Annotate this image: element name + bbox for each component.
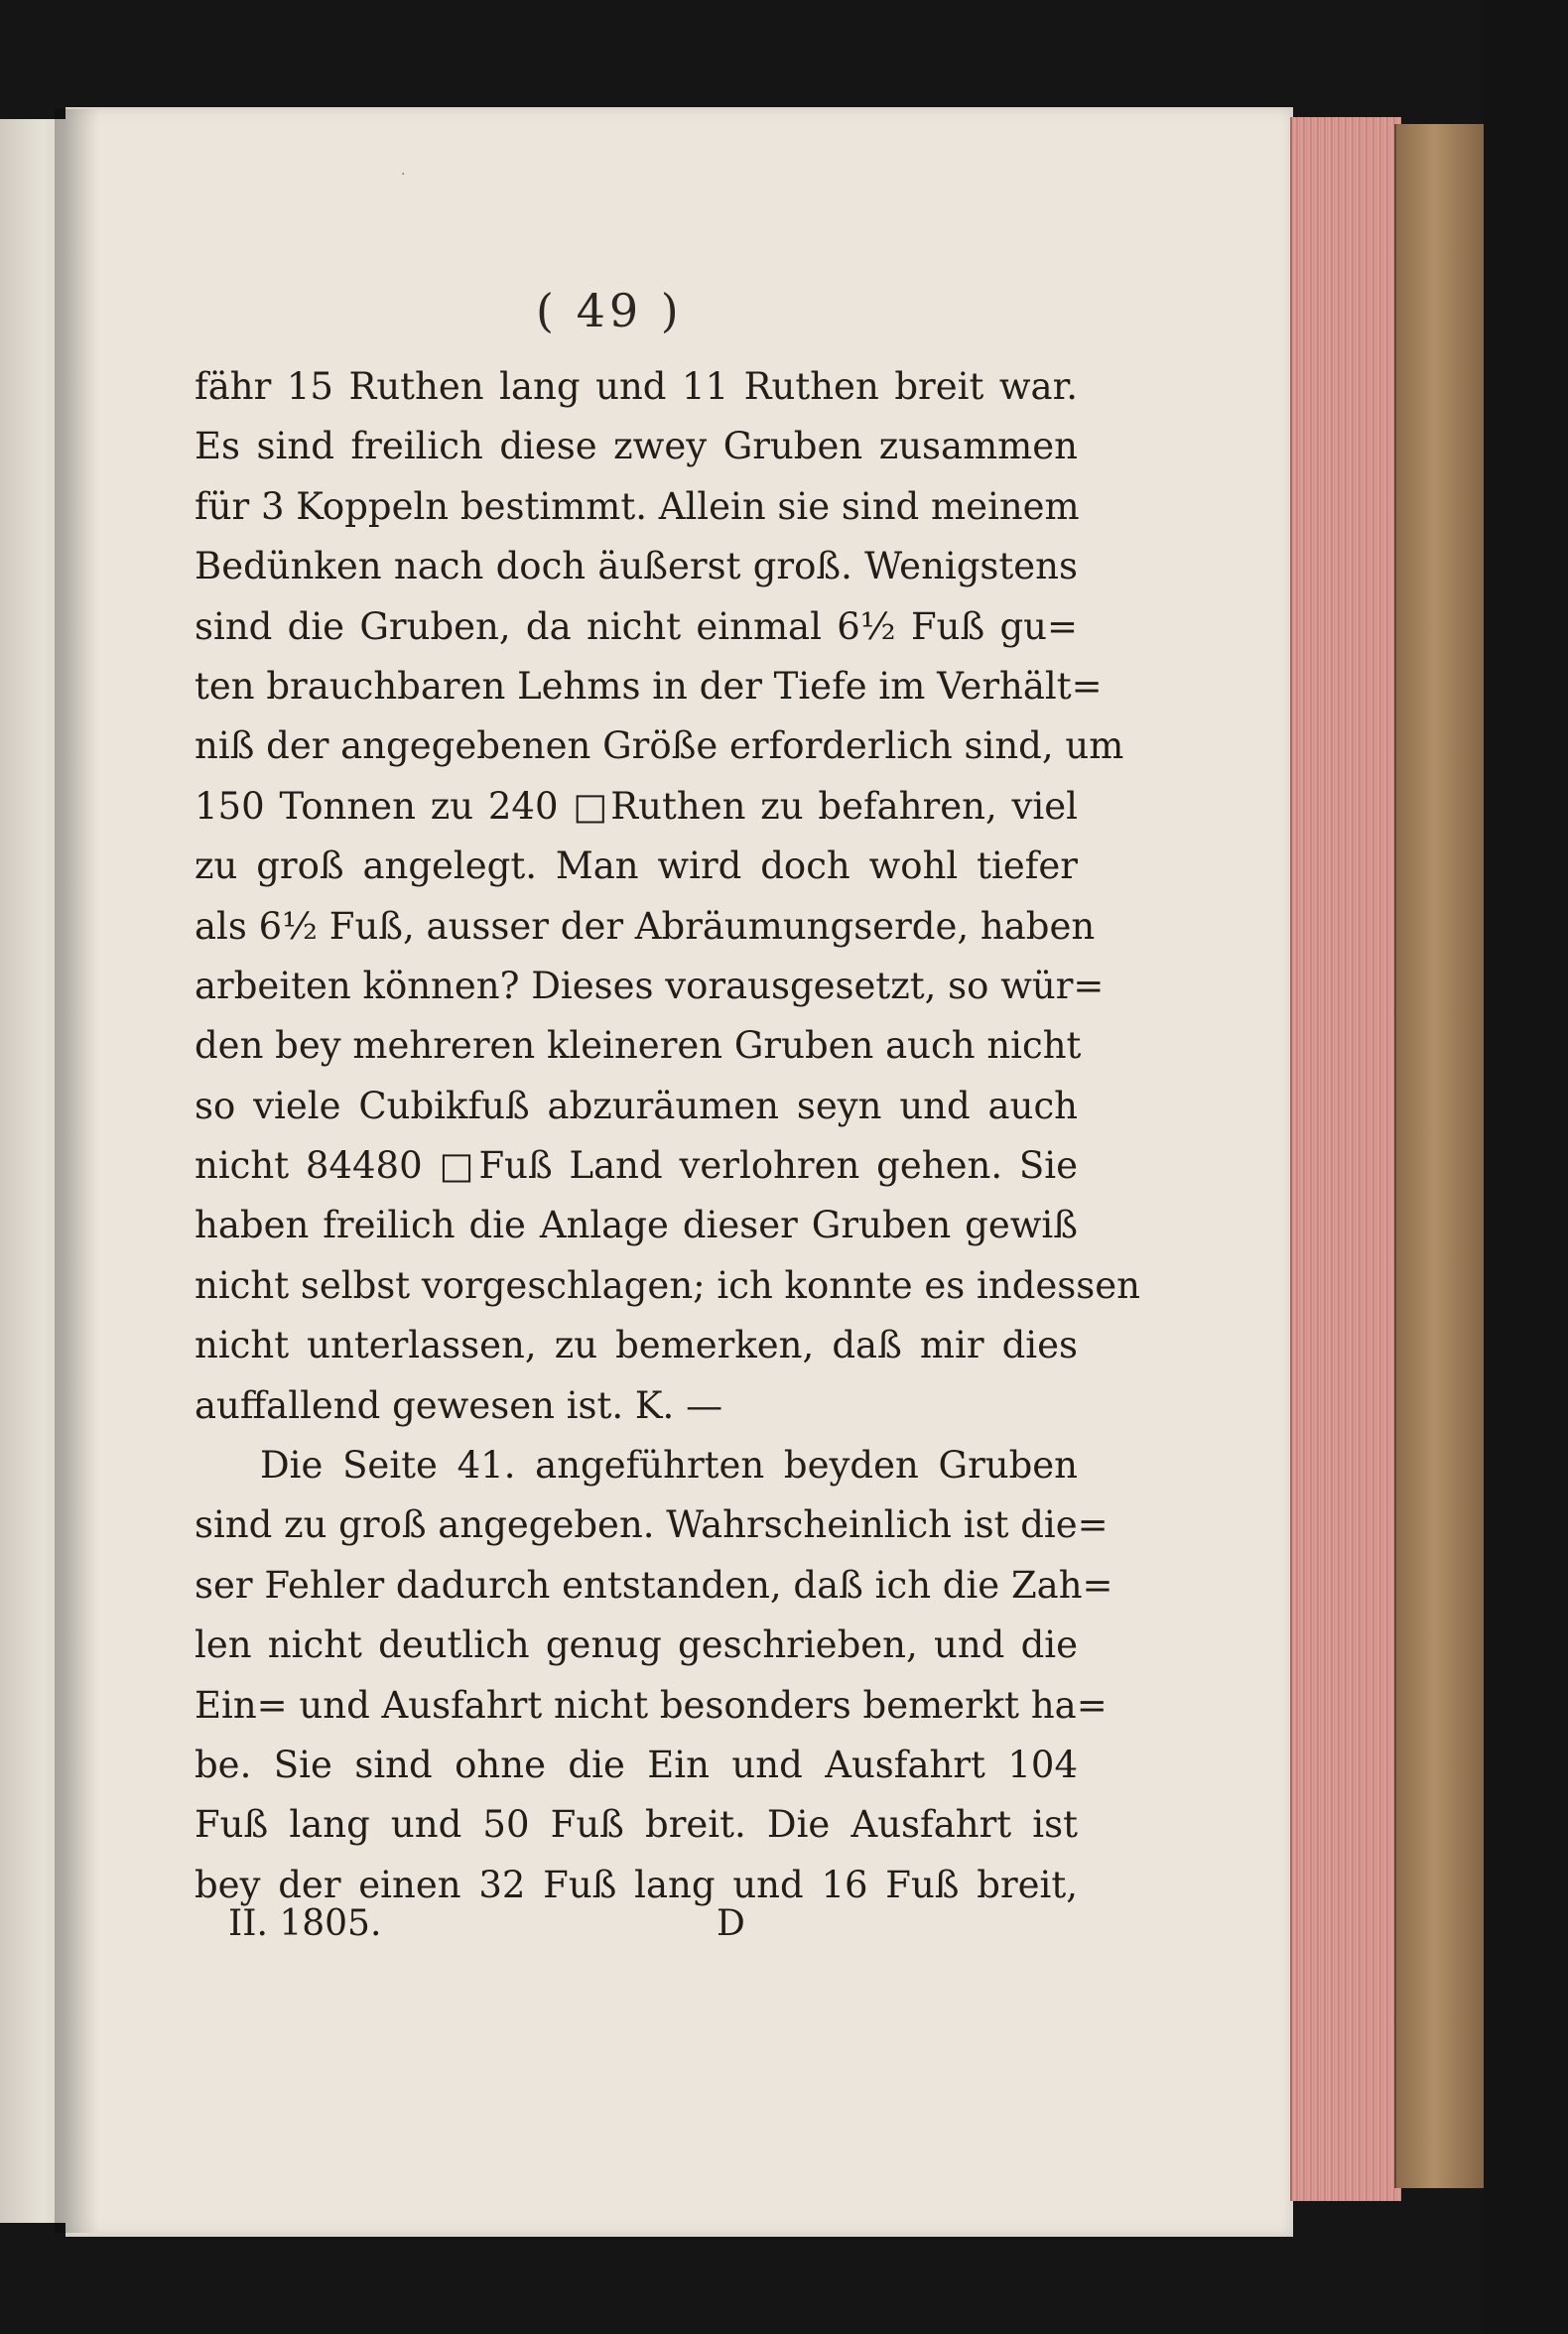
text-line: als 6½ Fuß, ausser der Abräumungserde, haben <box>195 904 1096 948</box>
paper-speck: · <box>401 167 406 183</box>
text-line: niß der angegebenen Größe erforderlich sind, um <box>195 724 1124 768</box>
text-line: ten brauchbaren Lehms in der Tiefe im Verhält= <box>195 664 1103 708</box>
background-shadow <box>1484 0 1568 2334</box>
text-line: fähr 15 Ruthen lang und 11 Ruthen breit war. <box>195 365 1078 408</box>
text-line: sind die Gruben, da nicht einmal 6½ Fuß gu= <box>195 604 1078 648</box>
text-line: Fuß lang und 50 Fuß breit. Die Ausfahrt ist <box>195 1803 1078 1847</box>
text-line: sind zu groß angegeben. Wahrscheinlich ist die= <box>195 1503 1109 1547</box>
text-line: 150 Tonnen zu 240 □Ruthen zu befahren, viel <box>195 784 1078 828</box>
text-line-signoff: auffallend gewesen ist. K. — <box>195 1383 723 1427</box>
text-line: zu groß angelegt. Man wird doch wohl tiefer <box>195 844 1078 888</box>
red-page-edges <box>1290 117 1401 2201</box>
text-line: nicht unterlassen, zu bemerken, daß mir dies <box>195 1324 1078 1367</box>
text-line: len nicht deutlich genug geschrieben, und die <box>195 1623 1078 1667</box>
text-line: ser Fehler dadurch entstanden, daß ich die Zah= <box>195 1563 1113 1607</box>
text-line: haben freilich die Anlage dieser Gruben gewiß <box>195 1204 1078 1247</box>
page-footer <box>228 1903 744 1963</box>
text-line: so viele Cubikfuß abzuräumen seyn und auch <box>195 1084 1078 1127</box>
text-line: den bey mehreren kleineren Gruben auch nicht <box>195 1024 1082 1068</box>
page-number: ( 49 ) <box>536 284 683 337</box>
signature-mark: II. 1805. <box>228 1903 382 1944</box>
text-line-paragraph-start: Die Seite 41. angeführten beyden Gruben <box>260 1444 1078 1488</box>
gutter-shadow <box>55 109 99 2233</box>
gathering-mark: D <box>717 1903 745 1944</box>
text-line: nicht 84480 □Fuß Land verlohren gehen. Sie <box>195 1144 1078 1188</box>
text-line: Bedünken nach doch äußerst groß. Wenigstens <box>195 545 1078 588</box>
text-line: Es sind freilich diese zwey Gruben zusammen <box>195 425 1078 468</box>
text-line: Ein= und Ausfahrt nicht besonders bemerkt ha= <box>195 1683 1108 1727</box>
cover-board <box>1394 124 1491 2188</box>
text-line: nicht selbst vorgeschlagen; ich konnte es indessen <box>195 1263 1141 1307</box>
body-text <box>195 357 1141 1915</box>
text-line: bey der einen 32 Fuß lang und 16 Fuß breit, <box>195 1863 1078 1906</box>
text-line: arbeiten können? Dieses vorausgesetzt, so wür= <box>195 964 1105 1007</box>
text-line: be. Sie sind ohne die Ein und Ausfahrt 104 <box>195 1743 1078 1786</box>
text-line: für 3 Koppeln bestimmt. Allein sie sind meinem <box>195 484 1080 528</box>
